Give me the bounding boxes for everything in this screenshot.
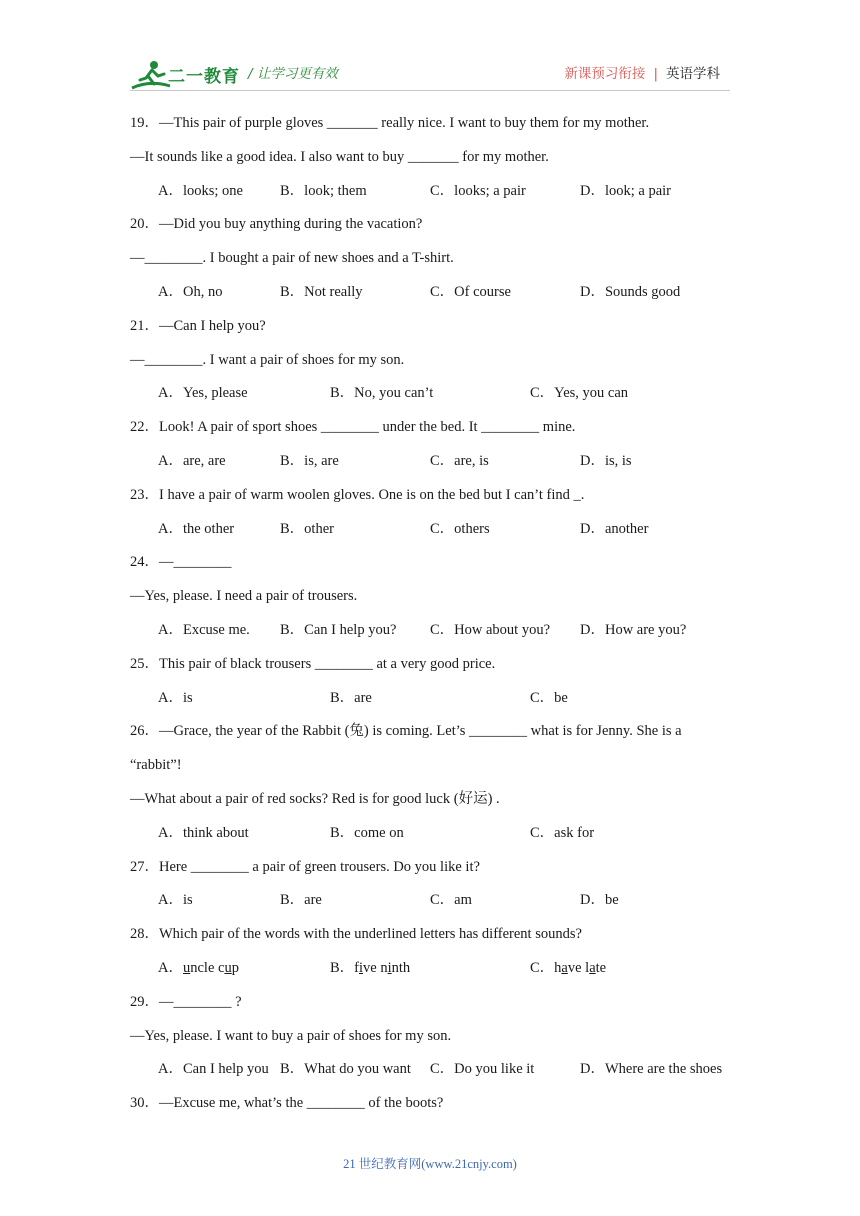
subject-right: 英语学科 <box>666 66 720 82</box>
question-stem: 29．—________ ? <box>130 993 242 1010</box>
option-c[interactable]: C．are, is <box>430 452 489 469</box>
option-b[interactable]: B．No, you can’t <box>330 385 434 402</box>
option-a[interactable]: A．looks; one <box>158 182 243 199</box>
option-a[interactable]: A．Can I help you <box>158 1061 269 1078</box>
option-b[interactable]: B．are <box>280 892 322 909</box>
option-a[interactable]: A．Excuse me. <box>158 621 250 638</box>
options-row <box>130 823 740 857</box>
options-row <box>130 181 740 215</box>
option-c[interactable]: C．others <box>430 520 490 537</box>
question-line: —________. I want a pair of shoes for my son. <box>130 351 405 368</box>
option-d[interactable]: D．Sounds good <box>580 283 681 300</box>
options-row <box>130 451 740 485</box>
option-b[interactable]: B．come on <box>330 824 404 841</box>
question-line: —What about a pair of red socks? Red is for good luck (好运) . <box>130 790 500 807</box>
option-b[interactable]: B．What do you want <box>280 1061 411 1078</box>
question-stem: 27．Here ________ a pair of green trousers. Do you like it? <box>130 858 480 875</box>
question-line: —________. I bought a pair of new shoes and a T-shirt. <box>130 250 454 267</box>
options-row <box>130 688 740 722</box>
page-header <box>130 56 730 92</box>
option-c[interactable]: C．How about you? <box>430 621 551 638</box>
option-a[interactable]: A．uncle cup <box>158 959 239 976</box>
option-c[interactable]: C．be <box>530 689 568 706</box>
option-b[interactable]: B．Not really <box>280 283 363 300</box>
slogan: / 让学习更有效 <box>248 66 338 82</box>
option-a[interactable]: A．Oh, no <box>158 283 223 300</box>
option-c[interactable]: C．am <box>430 892 472 909</box>
question-stem: 21．—Can I help you? <box>130 317 266 334</box>
option-d[interactable]: D．is, is <box>580 452 632 469</box>
question-stem: 30．—Excuse me, what’s the ________ of the boots? <box>130 1095 444 1112</box>
option-a[interactable]: A．is <box>158 689 193 706</box>
options-row <box>130 383 740 417</box>
question-stem: 20．—Did you buy anything during the vacation? <box>130 216 423 233</box>
option-b[interactable]: B．are <box>330 689 372 706</box>
option-b[interactable]: B．Can I help you? <box>280 621 397 638</box>
question-stem: 22．Look! A pair of sport shoes ________ under the bed. It ________ mine. <box>130 419 576 436</box>
option-d[interactable]: D．be <box>580 892 619 909</box>
option-c[interactable]: C．Yes, you can <box>530 385 629 402</box>
option-c[interactable]: C．Of course <box>430 283 511 300</box>
option-a[interactable]: A．Yes, please <box>158 385 248 402</box>
option-b[interactable]: B．other <box>280 520 334 537</box>
option-a[interactable]: A．think about <box>158 824 249 841</box>
question-stem: 24．—________ <box>130 554 232 571</box>
header-divider <box>130 90 730 91</box>
option-c[interactable]: C．looks; a pair <box>430 182 526 199</box>
subject-divider: | <box>653 66 658 82</box>
option-d[interactable]: D．How are you? <box>580 621 687 638</box>
question-stem: 19．—This pair of purple gloves _______ really nice. I want to buy them for my mother. <box>130 115 650 131</box>
question-stem: 23．I have a pair of warm woolen gloves. One is on the bed but I can’t find _. <box>130 486 585 503</box>
option-b[interactable]: B．look; them <box>280 182 367 199</box>
logo-text: 二一教育 <box>168 67 240 87</box>
question-list <box>130 113 740 1127</box>
question-line: —Yes, please. I want to buy a pair of shoes for my son. <box>130 1027 452 1044</box>
page-footer: 21 世纪教育网(www.21cnjy.com) <box>343 1157 517 1171</box>
options-row <box>130 282 740 316</box>
subject-label <box>564 62 720 82</box>
option-d[interactable]: D．Where are the shoes <box>580 1061 723 1078</box>
options-row <box>130 958 740 992</box>
question-stem: 26．—Grace, the year of the Rabbit (兔) is coming. Let’s ________ what is for Jenny. She is a <box>130 723 682 740</box>
option-c[interactable]: C．Do you like it <box>430 1061 535 1078</box>
option-b[interactable]: B．is, are <box>280 452 339 469</box>
option-c[interactable]: C．have late <box>530 959 607 976</box>
option-d[interactable]: D．look; a pair <box>580 182 672 199</box>
option-c[interactable]: C．ask for <box>530 824 595 841</box>
options-row <box>130 1059 740 1093</box>
options-row <box>130 890 740 924</box>
question-line: —It sounds like a good idea. I also want to buy _______ for my mother. <box>130 148 549 165</box>
question-line: “rabbit”! <box>130 757 182 774</box>
options-row <box>130 519 740 553</box>
question-line: —Yes, please. I need a pair of trousers. <box>130 588 358 605</box>
question-stem: 28．Which pair of the words with the underlined letters has different sounds? <box>130 926 582 943</box>
option-a[interactable]: A．are, are <box>158 452 226 469</box>
option-a[interactable]: A．is <box>158 892 193 909</box>
subject-left: 新课预习衔接 <box>564 66 646 82</box>
option-d[interactable]: D．another <box>580 520 649 537</box>
question-stem: 25．This pair of black trousers ________ at a very good price. <box>130 655 496 672</box>
option-a[interactable]: A．the other <box>158 520 235 537</box>
options-row <box>130 620 740 654</box>
option-b[interactable]: B．five ninth <box>330 959 411 976</box>
